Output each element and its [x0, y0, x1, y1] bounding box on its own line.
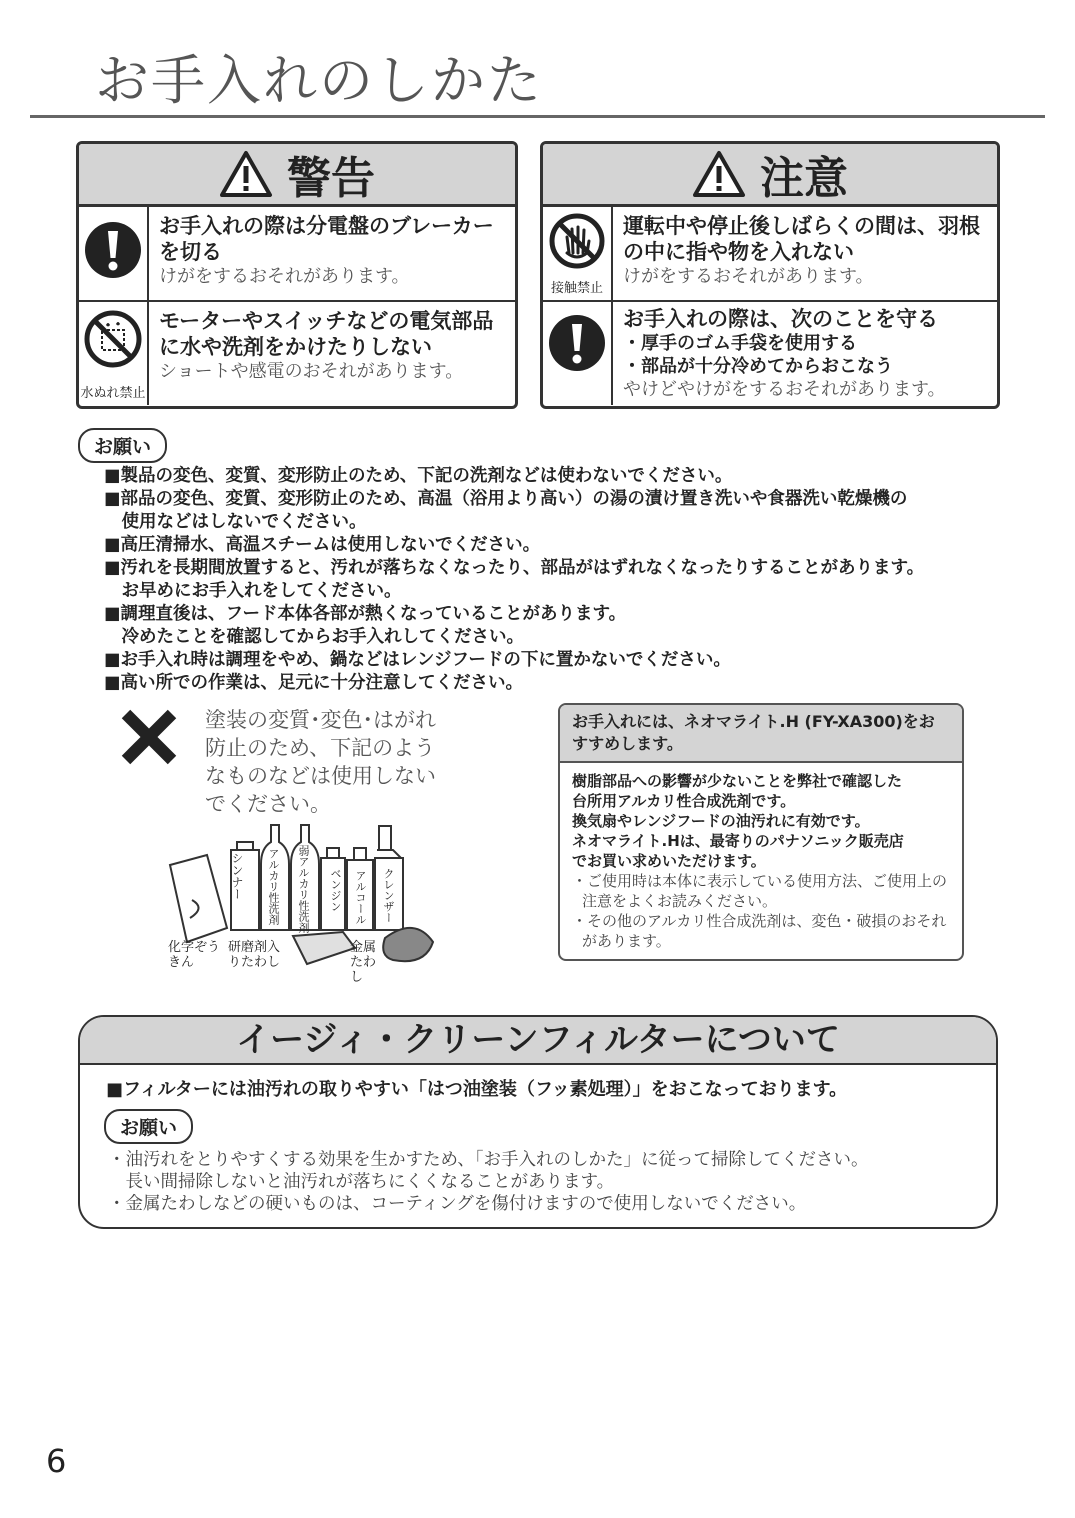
warning-triangle-icon — [219, 150, 273, 198]
no-touch-caption: 接触禁止 — [550, 281, 603, 296]
bottle-label: アルカリ性洗剤 — [267, 848, 280, 925]
bottle-label: クレンザー — [382, 868, 395, 923]
caution-item-text: 運転中や停止後しばらくの間は、羽根の中に指や物を入れない — [623, 214, 980, 264]
recommend-line: ネオマライト.Hは、最寄りのパナソニック販売店 — [572, 832, 904, 850]
caution-triangle-icon — [692, 150, 746, 198]
request-line: 冷めたことを確認してからお手入れしてください。 — [104, 627, 524, 647]
request-list — [104, 465, 924, 695]
caution-header — [543, 144, 997, 207]
recommend-box — [558, 703, 964, 961]
page-number: 6 — [46, 1442, 67, 1480]
warning-item-text: お手入れの際は分電盤のブレーカーを切る — [159, 214, 494, 264]
request-line: ■お手入れ時は調理をやめ、鍋などはレンジフードの下に置かないでください。 — [104, 650, 731, 670]
request-line: ■高い所での作業は、足元に十分注意してください。 — [104, 673, 524, 693]
easy-clean-lead: ■フィルターには油汚れの取りやすい「はつ油塗装（フッ素処理）」をおこなっております。 — [106, 1079, 848, 1100]
title-divider — [30, 115, 1045, 118]
no-water-caption: 水ぬれ禁止 — [80, 386, 146, 401]
recommend-line: でお買い求めいただけます。 — [572, 852, 766, 870]
easy-clean-section — [78, 1015, 998, 1229]
item-label: 化学ぞうきん — [168, 940, 221, 970]
warning-box — [76, 141, 518, 409]
page-title: お手入れのしかた — [95, 49, 543, 112]
request-line: ■調理直後は、フード本体各部が熱くなっていることがあります。 — [104, 604, 627, 624]
easy-clean-request-badge: お願い — [104, 1109, 193, 1144]
bottle-label: 弱アルカリ性洗剤 — [297, 845, 310, 933]
caution-item — [543, 302, 997, 405]
recommend-line: 樹脂部品への影響が少ないことを弊社で確認した — [572, 772, 903, 790]
easy-clean-line: 長い間掃除しないと油汚れが落ちにくくなることがあります。 — [108, 1172, 615, 1192]
request-line: 使用などはしないでください。 — [104, 512, 367, 532]
request-line: ■部品の変色、変質、変形防止のため、高温（浴用より高い）の湯の漬け置き洗いや食器洗い乾燥機の — [104, 489, 908, 509]
request-line: ■汚れを長期間放置すると、汚れが落ちなくなったり、部品がはずれなくなったりすることがあります。 — [104, 558, 925, 578]
item-label: 金属たわし — [350, 940, 377, 985]
caution-item — [543, 207, 997, 302]
no-water-icon — [84, 310, 142, 368]
bottle-label: シンナー — [230, 852, 244, 900]
recommend-line: 台所用アルカリ性合成洗剤です。 — [572, 792, 796, 810]
request-badge: お願い — [78, 428, 167, 463]
prohibited-x-icon — [118, 706, 180, 768]
warning-header — [79, 144, 515, 207]
warning-item-text: モーターやスイッチなどの電気部品に水や洗剤をかけたりしない — [159, 309, 494, 359]
request-line: お早めにお手入れをしてください。 — [104, 581, 402, 601]
item-label: 研磨剤入りたわし — [228, 940, 281, 970]
exclamation-icon — [84, 221, 142, 279]
request-line: ■高圧清掃水、高温スチームは使用しないでください。 — [104, 535, 541, 555]
warning-item-note: ショートや感電のおそれがあります。 — [159, 361, 464, 382]
recommend-line: 換気扇やレンジフードの油汚れに有効です。 — [572, 812, 870, 830]
easy-clean-line: ・油汚れをとりやすくする効果を生かすため、「お手入れのしかた」に従って掃除してください。 — [108, 1150, 869, 1170]
caution-label: 注意 — [760, 153, 848, 204]
easy-clean-line: ・金属たわしなどの硬いものは、コーティングを傷付けますので使用しないでください。 — [108, 1194, 807, 1214]
caution-bullet: ・厚手のゴム手袋を使用する — [623, 333, 857, 354]
exclamation-icon — [548, 314, 606, 372]
caution-item-text: お手入れの際は、次のことを守る — [623, 307, 938, 331]
bottle-label: ベンジン — [329, 868, 342, 912]
recommend-note: ・その他のアルカリ性合成洗剤は、変色・破損のおそれがあります。 — [572, 912, 947, 950]
recommend-note: ・ご使用時は本体に表示している使用方法、ご使用上の注意をよくお読みください。 — [572, 872, 948, 910]
prohibited-note: 塗装の変質･変色･はがれ防止のため、下記のようなものなどは使用しないでください。 — [205, 708, 436, 816]
caution-item-note: やけどやけがをするおそれがあります。 — [623, 379, 946, 400]
warning-item-note: けがをするおそれがあります。 — [159, 266, 410, 287]
caution-item-note: けがをするおそれがあります。 — [623, 266, 874, 287]
warning-label: 警告 — [287, 153, 375, 204]
warning-item — [79, 207, 515, 302]
caution-box — [540, 141, 1000, 409]
warning-item — [79, 302, 515, 405]
request-line: ■製品の変色、変質、変形防止のため、下記の洗剤などは使わないでください。 — [104, 466, 733, 486]
easy-clean-title: イージィ・クリーンフィルターについて — [80, 1017, 996, 1065]
bottle-label: アルコール — [354, 870, 367, 925]
no-touch-icon — [549, 213, 605, 269]
recommend-header: お手入れには、ネオマライト.H (FY-XA300)をおすすめします。 — [560, 705, 962, 763]
caution-bullet: ・部品が十分冷めてからおこなう — [623, 356, 893, 377]
